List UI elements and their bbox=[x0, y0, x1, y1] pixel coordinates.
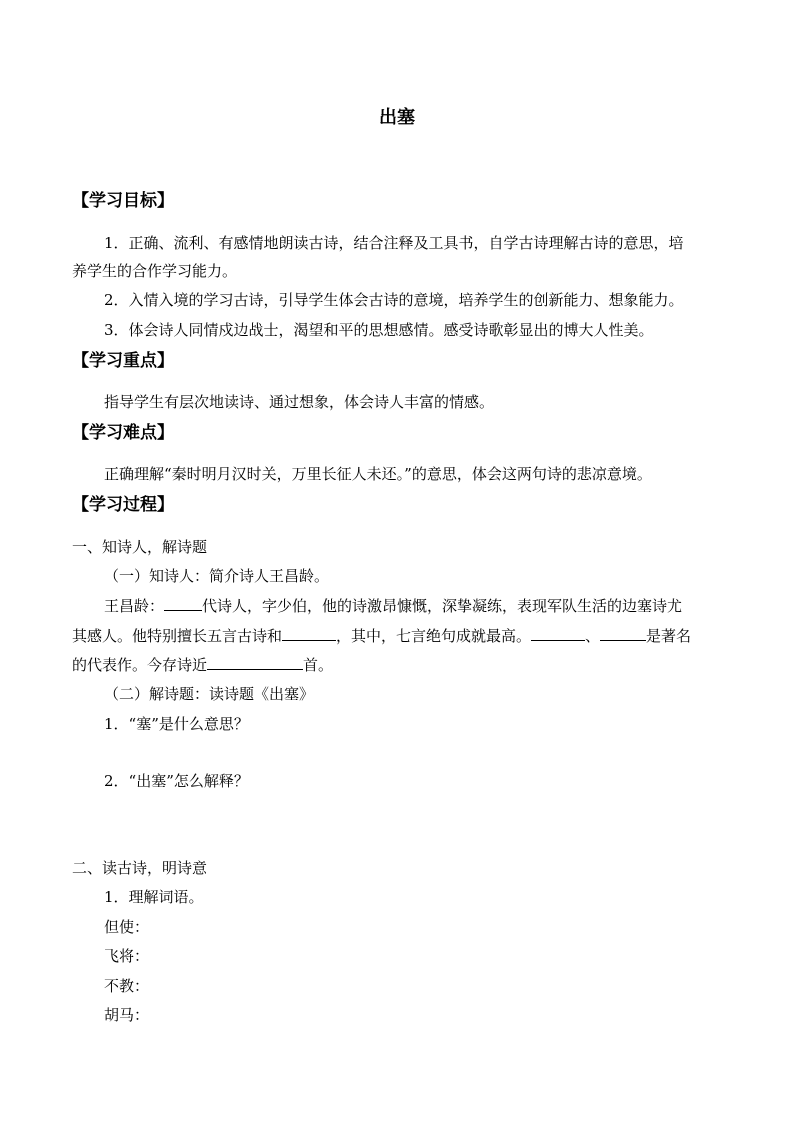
goal-item-3: 3．体会诗人同情戍边战士，渴望和平的思想感情。感受诗歌彰显出的博大人性美。 bbox=[104, 321, 654, 339]
fill-blank-dynasty[interactable] bbox=[164, 594, 202, 611]
part1-sub2: （二）解诗题：读诗题《出塞》 bbox=[104, 685, 315, 703]
fill-blank-work-1[interactable] bbox=[531, 624, 585, 641]
goal-item-1: 1．正确、流利、有感情地朗读古诗，结合注释及工具书，自学古诗理解古诗的意思，培 bbox=[104, 234, 684, 252]
poet-intro-line-2 bbox=[72, 624, 691, 647]
key-text: 指导学生有层次地读诗、通过想象，体会诗人丰富的情感。 bbox=[104, 393, 495, 411]
question-2: 2．“出塞”怎么解释？ bbox=[104, 772, 249, 790]
poet-intro-line-1 bbox=[104, 594, 682, 617]
poet-intro-text: 其感人。他特别擅长五言古诗和 bbox=[72, 627, 283, 645]
term-item: 不教： bbox=[104, 977, 150, 995]
part2-title: 二、读古诗，明诗意 bbox=[72, 859, 208, 877]
part1-sub1: （一）知诗人：简介诗人王昌龄。 bbox=[104, 567, 330, 585]
poet-intro-text: 、 bbox=[585, 627, 601, 645]
part2-question-1: 1．理解词语。 bbox=[104, 888, 204, 906]
goals-heading: 【学习目标】 bbox=[72, 191, 174, 211]
goal-item-1-cont: 养学生的合作学习能力。 bbox=[72, 262, 238, 280]
poet-intro-line-3 bbox=[72, 653, 333, 676]
fill-blank-count[interactable] bbox=[207, 653, 303, 670]
fill-blank-genre[interactable] bbox=[282, 624, 336, 641]
term-item: 飞将： bbox=[104, 947, 150, 965]
poet-intro-text: ，其中，七言绝句成就最高。 bbox=[336, 627, 532, 645]
page-title: 出塞 bbox=[379, 107, 415, 128]
difficult-heading: 【学习难点】 bbox=[72, 423, 174, 443]
poet-intro-text: 王昌龄： bbox=[104, 597, 165, 615]
term-item: 胡马： bbox=[104, 1006, 150, 1024]
poet-intro-text: 首。 bbox=[303, 656, 334, 674]
term-item: 但使： bbox=[104, 918, 150, 936]
poet-intro-text: 的代表作。今存诗近 bbox=[72, 656, 208, 674]
process-heading: 【学习过程】 bbox=[72, 495, 174, 515]
key-heading: 【学习重点】 bbox=[72, 351, 174, 371]
fill-blank-work-2[interactable] bbox=[600, 624, 646, 641]
poet-intro-text: 是著名 bbox=[646, 627, 692, 645]
poet-intro-text: 代诗人，字少伯，他的诗激昂慷慨，深挚凝练，表现军队生活的边塞诗尤 bbox=[202, 597, 683, 615]
difficult-text: 正确理解“秦时明月汉时关，万里长征人未还。”的意思，体会这两句诗的悲凉意境。 bbox=[104, 465, 652, 483]
question-1: 1．“塞”是什么意思？ bbox=[104, 715, 249, 733]
part1-title: 一、知诗人，解诗题 bbox=[72, 538, 208, 556]
goal-item-2: 2．入情入境的学习古诗，引导学生体会古诗的意境，培养学生的创新能力、想象能力。 bbox=[104, 291, 684, 309]
